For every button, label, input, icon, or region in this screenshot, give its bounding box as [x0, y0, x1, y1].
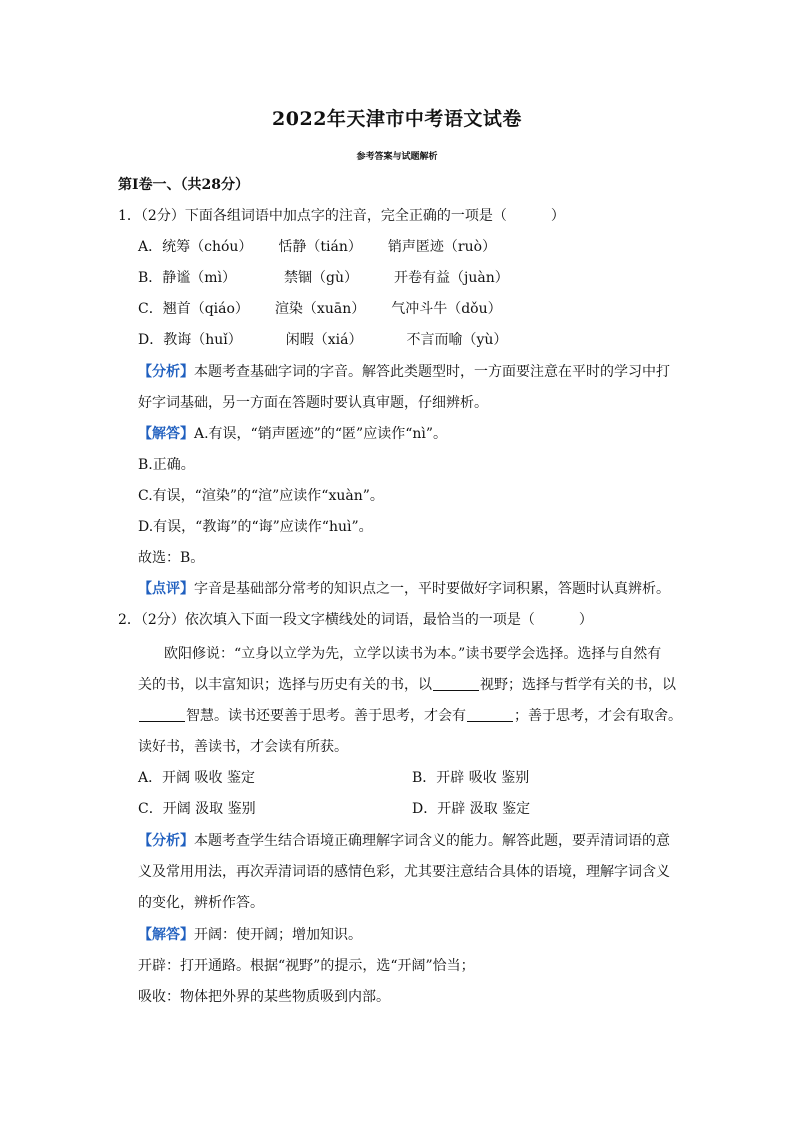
q2-stem-paren: ）	[578, 612, 593, 628]
q1-answer-line-2: B.正确。	[138, 457, 195, 473]
q2-answer-line-3: 吸收：物体把外界的某些物质吸到内部。	[138, 989, 390, 1005]
q2-passage-2b: 视野；选择与哲学有关的书，以	[480, 677, 676, 693]
q1-option-b-2: 禁锢（gù）	[284, 270, 359, 286]
q2-answer-line-2: 开辟：打开通路。根据“视野”的提示，选“开阔”恰当；	[138, 958, 475, 974]
q2-passage-3b: ；善于思考，才会有取舍。	[514, 708, 682, 724]
q2-option-d: D．开辟 汲取 鉴定	[412, 801, 531, 817]
q1-stem	[118, 207, 565, 225]
q1-answer-line-4: D.有误，“教诲”的“诲”应读作“huì”。	[138, 519, 373, 535]
q1-answer-text-1: A.有误，“销声匿迹”的“匿”应读作“nì”。	[194, 426, 447, 442]
page-title: 2022年天津市中考语文试卷	[272, 108, 522, 130]
q2-passage-line-1: 欧阳修说：“立身以立学为先，立学以读书为本。”读书要学会选择。选择与自然有	[164, 646, 662, 662]
q1-option-c	[138, 300, 502, 318]
q2-analysis-line-3: 的变化，辨析作答。	[138, 895, 264, 911]
q1-option-a-1: A．统筹（chóu）	[138, 239, 253, 255]
q2-analysis-line-2: 义及常用用法，再次弄清词语的感情色彩，尤其要注意结合具体的语境，理解字词含义	[138, 864, 670, 880]
q1-stem-text: 1．（2分）下面各组词语中加点字的注音，完全正确的一项是（	[118, 208, 507, 224]
q2-answer-tag: 【解答】	[138, 927, 194, 943]
q2-passage-line-3	[138, 707, 682, 725]
q2-option-c: C．开阔 汲取 鉴别	[138, 801, 256, 817]
q1-option-d-2: 闲暇（xiá）	[285, 332, 363, 348]
q2-option-b: B．开辟 吸收 鉴别	[412, 770, 530, 786]
section-heading: 第Ⅰ卷一、（共28分）	[118, 177, 250, 193]
q1-answer-line-5: 故选：B。	[138, 550, 205, 566]
q1-option-d-3: 不言而喻（yù）	[406, 332, 508, 348]
q1-option-b-1: B．静谧（mì）	[138, 270, 237, 286]
q2-option-a: A．开阔 吸收 鉴定	[138, 770, 256, 786]
q1-option-d	[138, 331, 507, 349]
q2-blank-2	[139, 707, 185, 722]
page-subtitle: 参考答案与试题解析	[356, 152, 438, 162]
q1-comment-tag: 【点评】	[138, 581, 194, 597]
q2-passage-line-4: 读好书，善读书，才会读有所获。	[138, 739, 348, 755]
q2-analysis-tag: 【分析】	[138, 833, 194, 849]
q1-comment-line	[138, 580, 670, 598]
q2-stem-text: 2．（2分）依次填入下面一段文字横线处的词语，最恰当的一项是（	[118, 612, 535, 628]
q1-comment-text: 字音是基础部分常考的知识点之一，平时要做好字词积累，答题时认真辨析。	[194, 581, 670, 597]
q1-option-a-2: 恬静（tián）	[278, 239, 362, 255]
q1-option-b	[138, 269, 509, 287]
q1-analysis-line-2: 好字词基础，另一方面在答题时要认真审题，仔细辨析。	[138, 395, 488, 411]
q1-option-b-3: 开卷有益（juàn）	[394, 270, 509, 286]
q2-passage-3a: 智慧。读书还要善于思考。善于思考，才会有	[186, 708, 466, 724]
q2-blank-1	[433, 676, 479, 691]
q2-analysis-line-1	[138, 832, 670, 850]
q2-analysis-text-1: 本题考查学生结合语境正确理解字词含义的能力。解答此题，要弄清词语的意	[194, 833, 670, 849]
q1-option-c-3: 气冲斗牛（dǒu）	[391, 301, 502, 317]
q2-answer-text-1: 开阔：使开阔；增加知识。	[194, 927, 362, 943]
q1-analysis-text-1: 本题考查基础字词的字音。解答此类题型时，一方面要注意在平时的学习中打	[194, 364, 670, 380]
q1-analysis-line-1	[138, 363, 670, 381]
q1-answer-line-3: C.有误，“渲染”的“渲”应读作“xuàn”。	[138, 488, 384, 504]
q1-option-a	[138, 238, 496, 256]
q2-answer-line-1	[138, 926, 362, 944]
q1-answer-tag: 【解答】	[138, 426, 194, 442]
q1-answer-line-1	[138, 425, 447, 443]
q2-passage-2a: 关的书，以丰富知识；选择与历史有关的书，以	[138, 677, 432, 693]
q1-option-a-3: 销声匿迹（ruò）	[387, 239, 497, 255]
q1-analysis-tag: 【分析】	[138, 364, 194, 380]
q2-blank-3	[467, 707, 513, 722]
q1-option-c-2: 渲染（xuān）	[274, 301, 366, 317]
q2-passage-line-2	[138, 676, 676, 694]
q2-stem	[118, 611, 593, 629]
q1-option-c-1: C．翘首（qiáo）	[138, 301, 249, 317]
q1-option-d-1: D．教诲（huǐ）	[138, 332, 242, 348]
q1-stem-paren: ）	[550, 208, 565, 224]
